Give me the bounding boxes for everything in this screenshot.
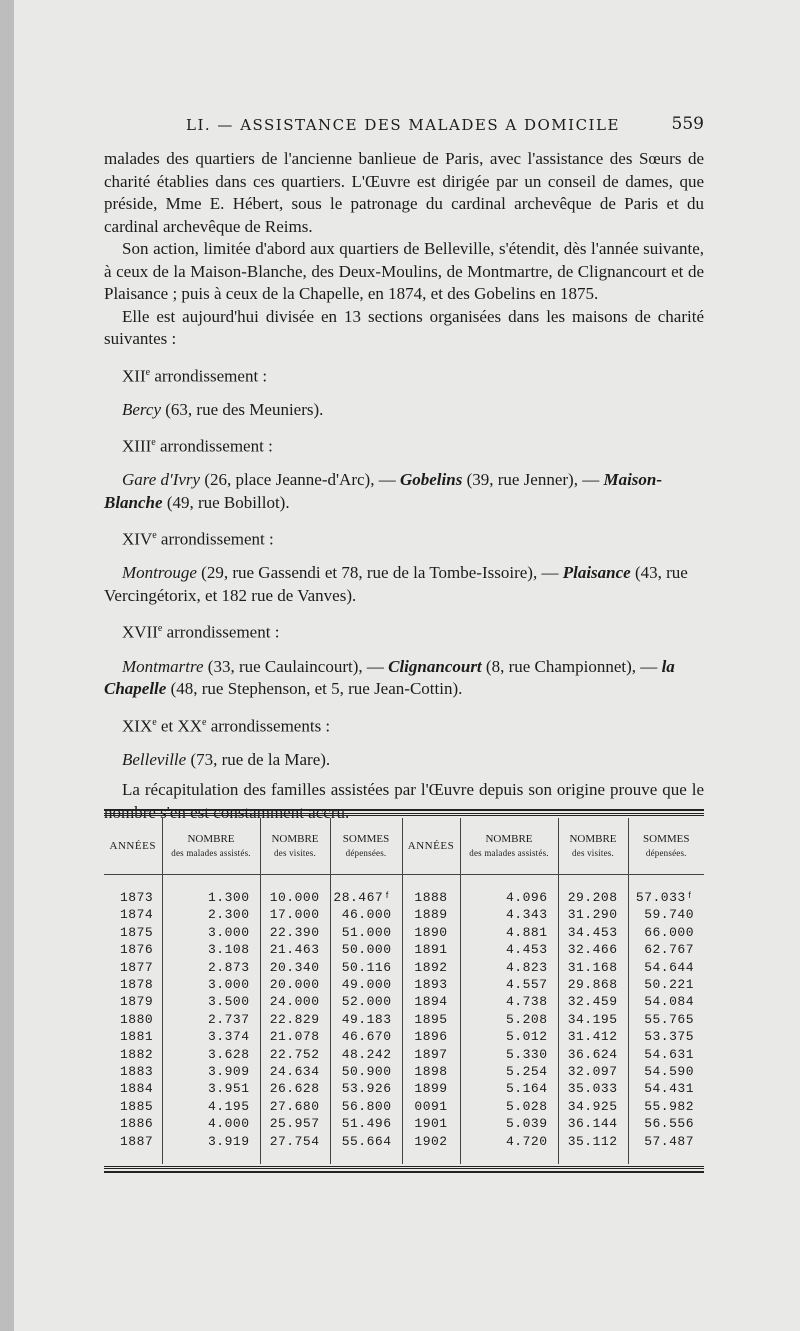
table-row bbox=[104, 993, 704, 1010]
year-cell: 1884 bbox=[120, 1081, 154, 1097]
spacer-cell bbox=[330, 1150, 402, 1164]
table-row bbox=[104, 924, 704, 941]
section-address: (8, rue Championnet), — bbox=[481, 656, 662, 676]
visits-cell: 36.144 bbox=[558, 1115, 628, 1132]
arrondissement-label: arrondissement : bbox=[155, 436, 273, 456]
spent-cell: 51.000 bbox=[330, 924, 402, 941]
visits-cell: 32.466 bbox=[558, 941, 628, 958]
patients-cell: 4.720 bbox=[460, 1133, 558, 1150]
table-spacer-row bbox=[104, 1150, 704, 1164]
spacer-cell bbox=[628, 875, 704, 890]
spent-cell: 54.431 bbox=[628, 1080, 704, 1097]
arrondissement-block bbox=[104, 712, 704, 772]
section-address: (39, rue Jenner), — bbox=[462, 470, 604, 490]
visits-cell: 21.078 bbox=[260, 1028, 330, 1045]
patients-cell: 2.300 bbox=[162, 906, 260, 923]
spacer-cell bbox=[104, 875, 162, 890]
table-row bbox=[104, 1080, 704, 1097]
patients-cell: 3.108 bbox=[162, 941, 260, 958]
spent-cell: 54.590 bbox=[628, 1063, 704, 1080]
visits-cell: 24.634 bbox=[260, 1063, 330, 1080]
visits-cell: 22.752 bbox=[260, 1046, 330, 1063]
visits-cell: 31.290 bbox=[558, 906, 628, 923]
year-cell: 1891 bbox=[402, 941, 460, 958]
arrondissement-number: XII bbox=[122, 366, 146, 386]
spent-cell: 66.000 bbox=[628, 924, 704, 941]
patients-cell: 3.500 bbox=[162, 993, 260, 1010]
header-patients-sub: des malades assistés. bbox=[469, 848, 549, 858]
spacer-cell bbox=[162, 875, 260, 890]
arrondissement-number: XIX bbox=[122, 716, 153, 736]
table-row bbox=[104, 1098, 704, 1115]
paragraph: Elle est aujourd'hui divisée en 13 sections organisées dans les maisons de charité suivantes : bbox=[104, 306, 704, 348]
patients-cell: 4.343 bbox=[460, 906, 558, 923]
patients-cell: 5.012 bbox=[460, 1028, 558, 1045]
arrondissement-number: XVII bbox=[122, 623, 158, 643]
year-cell: 1881 bbox=[120, 1029, 154, 1045]
arrondissement-block bbox=[104, 618, 704, 700]
section-name: Bercy bbox=[122, 399, 162, 419]
spacer-cell bbox=[260, 875, 330, 890]
arrondissement-block bbox=[104, 525, 704, 607]
year-cell: 1878 bbox=[120, 977, 154, 993]
section-name: Montrouge bbox=[122, 563, 197, 583]
section-list bbox=[104, 656, 704, 701]
header-spent-top: SOMMES bbox=[643, 833, 690, 845]
header-visits-sub: des visites. bbox=[274, 848, 316, 858]
spacer-cell bbox=[104, 1150, 162, 1164]
spent-cell: 49.000 bbox=[330, 976, 402, 993]
patients-cell: 5.164 bbox=[460, 1080, 558, 1097]
spent-cell: 50.900 bbox=[330, 1063, 402, 1080]
visits-cell: 35.033 bbox=[558, 1080, 628, 1097]
arrondissement-heading bbox=[104, 618, 704, 644]
spacer-cell bbox=[330, 875, 402, 890]
section-name: Maison-Blanche bbox=[104, 470, 663, 512]
visits-cell: 25.957 bbox=[260, 1115, 330, 1132]
year-cell: 0091 bbox=[402, 1098, 460, 1115]
section-address: (29, rue Gassendi et 78, rue de la Tombe-Issoire), — bbox=[196, 563, 563, 583]
year-cell: 1890 bbox=[402, 924, 460, 941]
year-cell: 1899 bbox=[402, 1080, 460, 1097]
ordinal-suffix: e bbox=[202, 716, 207, 728]
header-spent-sub: dépensées. bbox=[345, 848, 387, 858]
visits-cell: 34.925 bbox=[558, 1098, 628, 1115]
year-cell: 1897 bbox=[402, 1046, 460, 1063]
arrondissement-list bbox=[104, 362, 704, 772]
spacer-cell bbox=[558, 1150, 628, 1164]
visits-cell: 21.463 bbox=[260, 941, 330, 958]
arrondissement-heading bbox=[104, 432, 704, 458]
patients-cell: 4.453 bbox=[460, 941, 558, 958]
chapter-title: LI. — ASSISTANCE DES MALADES A DOMICILE bbox=[186, 116, 620, 134]
arrondissement-block bbox=[104, 432, 704, 514]
year-cell: 1886 bbox=[120, 1116, 154, 1132]
running-header bbox=[104, 112, 704, 142]
spent-cell: 54.631 bbox=[628, 1046, 704, 1063]
spent-cell: 50.116 bbox=[330, 959, 402, 976]
table-spacer-row bbox=[104, 875, 704, 890]
header-visits-sub: des visites. bbox=[572, 848, 614, 858]
header-visits bbox=[558, 818, 628, 875]
spent-cell: 57.033ᶠ bbox=[628, 889, 704, 906]
patients-cell: 3.628 bbox=[162, 1046, 260, 1063]
year-cell: 1885 bbox=[120, 1098, 154, 1114]
patients-cell: 2.873 bbox=[162, 959, 260, 976]
table-header-row bbox=[104, 818, 704, 875]
patients-cell: 5.028 bbox=[460, 1098, 558, 1115]
spent-cell: 51.496 bbox=[330, 1115, 402, 1132]
ordinal-suffix: e bbox=[152, 716, 157, 728]
patients-cell: 3.374 bbox=[162, 1028, 260, 1045]
visits-cell: 34.453 bbox=[558, 924, 628, 941]
patients-cell: 4.738 bbox=[460, 993, 558, 1010]
visits-cell: 27.754 bbox=[260, 1133, 330, 1150]
patients-cell: 3.909 bbox=[162, 1063, 260, 1080]
spent-cell: 53.926 bbox=[330, 1080, 402, 1097]
section-list bbox=[104, 399, 704, 422]
header-patients bbox=[162, 818, 260, 875]
spent-cell: 56.556 bbox=[628, 1115, 704, 1132]
arrondissement-number: XIV bbox=[122, 529, 153, 549]
arrondissement-number: XIII bbox=[122, 436, 152, 456]
year-cell: 1874 bbox=[120, 907, 154, 923]
section-address: (48, rue Stephenson, et 5, rue Jean-Cottin). bbox=[166, 679, 463, 699]
arrondissement-block bbox=[104, 362, 704, 422]
section-name: Clignancourt bbox=[388, 656, 482, 676]
table-rule-bottom-double bbox=[104, 1166, 704, 1169]
arrondissement-heading bbox=[104, 362, 704, 388]
patients-cell: 4.096 bbox=[460, 889, 558, 906]
arrondissement-label: arrondissement : bbox=[162, 623, 280, 643]
table-row bbox=[104, 976, 704, 993]
visits-cell: 10.000 bbox=[260, 889, 330, 906]
ordinal-suffix: e bbox=[157, 623, 163, 635]
visits-cell: 34.195 bbox=[558, 1011, 628, 1028]
spent-cell: 56.800 bbox=[330, 1098, 402, 1115]
section-address: (26, place Jeanne-d'Arc), — bbox=[200, 470, 400, 490]
spacer-cell bbox=[260, 1150, 330, 1164]
patients-cell: 2.737 bbox=[162, 1011, 260, 1028]
section-address: (63, rue des Meuniers). bbox=[161, 399, 324, 419]
ordinal-suffix: e bbox=[145, 366, 151, 378]
patients-cell: 4.557 bbox=[460, 976, 558, 993]
section-address: (33, rue Caulaincourt), — bbox=[203, 656, 389, 676]
spacer-cell bbox=[402, 875, 460, 890]
visits-cell: 20.340 bbox=[260, 959, 330, 976]
year-cell: 1877 bbox=[120, 959, 154, 975]
arrondissement-heading bbox=[104, 712, 704, 738]
section-list bbox=[104, 749, 704, 772]
patients-cell: 5.039 bbox=[460, 1115, 558, 1132]
year-cell: 1880 bbox=[120, 1011, 154, 1027]
visits-cell: 29.868 bbox=[558, 976, 628, 993]
table-body bbox=[104, 875, 704, 1165]
visits-cell: 24.000 bbox=[260, 993, 330, 1010]
spent-cell: 52.000 bbox=[330, 993, 402, 1010]
spent-cell: 55.765 bbox=[628, 1011, 704, 1028]
spacer-cell bbox=[558, 875, 628, 890]
year-cell: 1902 bbox=[402, 1133, 460, 1150]
section-name: Gare d'Ivry bbox=[122, 470, 201, 490]
header-visits bbox=[260, 818, 330, 875]
visits-cell: 29.208 bbox=[558, 889, 628, 906]
year-cell: 1898 bbox=[402, 1063, 460, 1080]
year-cell: 1883 bbox=[120, 1064, 154, 1080]
visits-cell: 32.097 bbox=[558, 1063, 628, 1080]
header-spent bbox=[330, 818, 402, 875]
header-visits-top: NOMBRE bbox=[271, 833, 319, 845]
paragraph: malades des quartiers de l'ancienne banlieue de Paris, avec l'assistance des Sœurs de charité établies dans ces quartiers. L'Œuvre est dirigée par un conseil de dames, que préside, Mme E. Hébert, sous le patronage du cardinal archevêque de Paris et du cardinal archevêque de Reims. bbox=[104, 149, 704, 236]
table-row bbox=[104, 906, 704, 923]
header-patients-top: NOMBRE bbox=[485, 833, 533, 845]
spent-cell: 53.375 bbox=[628, 1028, 704, 1045]
table-row bbox=[104, 1028, 704, 1045]
patients-cell: 4.000 bbox=[162, 1115, 260, 1132]
year-cell: 1901 bbox=[402, 1115, 460, 1132]
patients-cell: 1.300 bbox=[162, 889, 260, 906]
table-row bbox=[104, 889, 704, 906]
year-cell: 1893 bbox=[402, 976, 460, 993]
visits-cell: 17.000 bbox=[260, 906, 330, 923]
year-cell: 1889 bbox=[402, 906, 460, 923]
spent-cell: 54.644 bbox=[628, 959, 704, 976]
patients-cell: 5.330 bbox=[460, 1046, 558, 1063]
section-name: Belleville bbox=[122, 749, 187, 769]
section-list bbox=[104, 469, 704, 514]
year-cell: 1875 bbox=[120, 924, 154, 940]
patients-cell: 3.000 bbox=[162, 924, 260, 941]
spent-cell: 54.084 bbox=[628, 993, 704, 1010]
table-row bbox=[104, 1046, 704, 1063]
spacer-cell bbox=[628, 1150, 704, 1164]
table-row bbox=[104, 1133, 704, 1150]
year-cell: 1892 bbox=[402, 959, 460, 976]
year-cell: 1888 bbox=[402, 889, 460, 906]
section-name: Plaisance bbox=[562, 563, 631, 583]
year-cell: 1876 bbox=[120, 942, 154, 958]
spacer-cell bbox=[460, 1150, 558, 1164]
visits-cell: 35.112 bbox=[558, 1133, 628, 1150]
year-cell: 1896 bbox=[402, 1028, 460, 1045]
spent-cell: 59.740 bbox=[628, 906, 704, 923]
table-row bbox=[104, 1011, 704, 1028]
year-cell: 1873 bbox=[120, 890, 154, 905]
header-years: ANNÉES bbox=[402, 818, 460, 875]
spent-cell: 48.242 bbox=[330, 1046, 402, 1063]
section-name: la Chapelle bbox=[104, 656, 675, 699]
patients-cell: 3.951 bbox=[162, 1080, 260, 1097]
book-page bbox=[14, 0, 800, 1331]
table-row bbox=[104, 1063, 704, 1080]
year-cell: 1882 bbox=[120, 1046, 154, 1062]
arrondissement-label: arrondissement : bbox=[156, 529, 274, 549]
table-rule-top bbox=[104, 809, 704, 811]
header-spent-sub: dépensées. bbox=[645, 848, 687, 858]
ordinal-suffix: e bbox=[151, 437, 156, 449]
visits-cell: 22.829 bbox=[260, 1011, 330, 1028]
table-row bbox=[104, 1115, 704, 1132]
section-address: (49, rue Bobillot). bbox=[162, 492, 290, 512]
patients-cell: 3.000 bbox=[162, 976, 260, 993]
header-patients bbox=[460, 818, 558, 875]
spacer-cell bbox=[162, 1150, 260, 1164]
section-name: Montmartre bbox=[122, 656, 204, 676]
header-spent-top: SOMMES bbox=[342, 833, 390, 845]
paragraph: Son action, limitée d'abord aux quartiers de Belleville, s'étendit, dès l'année suivante, à ceux de la Maison-Blanche, des Deux-Moulins, de Montmartre, de Clignancourt et de Plaisance ; puis à ceux de la Chapelle, en 1874, et des Gobelins en 1875. bbox=[104, 239, 704, 303]
arrondissement-label: arrondissement : bbox=[150, 366, 268, 386]
ordinal-suffix: e bbox=[152, 530, 157, 542]
header-years: ANNÉES bbox=[104, 818, 162, 875]
spent-cell: 46.000 bbox=[330, 906, 402, 923]
spent-cell: 49.183 bbox=[330, 1011, 402, 1028]
visits-cell: 27.680 bbox=[260, 1098, 330, 1115]
visits-cell: 22.390 bbox=[260, 924, 330, 941]
spent-cell: 46.670 bbox=[330, 1028, 402, 1045]
year-cell: 1895 bbox=[402, 1011, 460, 1028]
closing-paragraph: La récapitulation des familles assistées par l'Œuvre depuis son origine prouve que le nombre s'en est constamment accru. bbox=[104, 780, 704, 822]
header-visits-top: NOMBRE bbox=[569, 833, 617, 845]
header-patients-top: NOMBRE bbox=[187, 833, 235, 845]
section-address: (43, rue Vercingétorix, et 182 rue de Vanves). bbox=[104, 563, 688, 605]
table-rule-top-double bbox=[104, 813, 704, 816]
spent-cell: 28.467ᶠ bbox=[330, 889, 402, 906]
header-spent bbox=[628, 818, 704, 875]
section-list bbox=[104, 562, 704, 607]
table-rule-bottom bbox=[104, 1171, 704, 1173]
spacer-cell bbox=[460, 875, 558, 890]
header-patients-sub: des malades assistés. bbox=[171, 848, 251, 858]
year-cell: 1887 bbox=[120, 1133, 154, 1149]
year-cell: 1894 bbox=[402, 993, 460, 1010]
patients-cell: 5.208 bbox=[460, 1011, 558, 1028]
visits-cell: 20.000 bbox=[260, 976, 330, 993]
arrondissement-label: arrondissements : bbox=[206, 716, 331, 736]
spent-cell: 55.664 bbox=[330, 1133, 402, 1150]
table-row bbox=[104, 959, 704, 976]
section-name: Gobelins bbox=[399, 470, 463, 490]
visits-cell: 36.624 bbox=[558, 1046, 628, 1063]
spent-cell: 50.000 bbox=[330, 941, 402, 958]
page-content bbox=[104, 112, 704, 1149]
patients-cell: 4.881 bbox=[460, 924, 558, 941]
visits-cell: 31.412 bbox=[558, 1028, 628, 1045]
patients-cell: 3.919 bbox=[162, 1133, 260, 1150]
statistics-table bbox=[104, 818, 704, 1164]
patients-cell: 4.823 bbox=[460, 959, 558, 976]
spent-cell: 62.767 bbox=[628, 941, 704, 958]
table-row bbox=[104, 941, 704, 958]
patients-cell: 4.195 bbox=[162, 1098, 260, 1115]
visits-cell: 32.459 bbox=[558, 993, 628, 1010]
section-address: (73, rue de la Mare). bbox=[186, 749, 331, 769]
visits-cell: 26.628 bbox=[260, 1080, 330, 1097]
page-number: 559 bbox=[671, 114, 704, 134]
year-cell: 1879 bbox=[120, 994, 154, 1010]
spent-cell: 55.982 bbox=[628, 1098, 704, 1115]
arrondissement-heading bbox=[104, 525, 704, 551]
spacer-cell bbox=[402, 1150, 460, 1164]
arrondissement-label: et XX bbox=[156, 716, 202, 736]
spent-cell: 50.221 bbox=[628, 976, 704, 993]
patients-cell: 5.254 bbox=[460, 1063, 558, 1080]
visits-cell: 31.168 bbox=[558, 959, 628, 976]
spent-cell: 57.487 bbox=[628, 1133, 704, 1150]
